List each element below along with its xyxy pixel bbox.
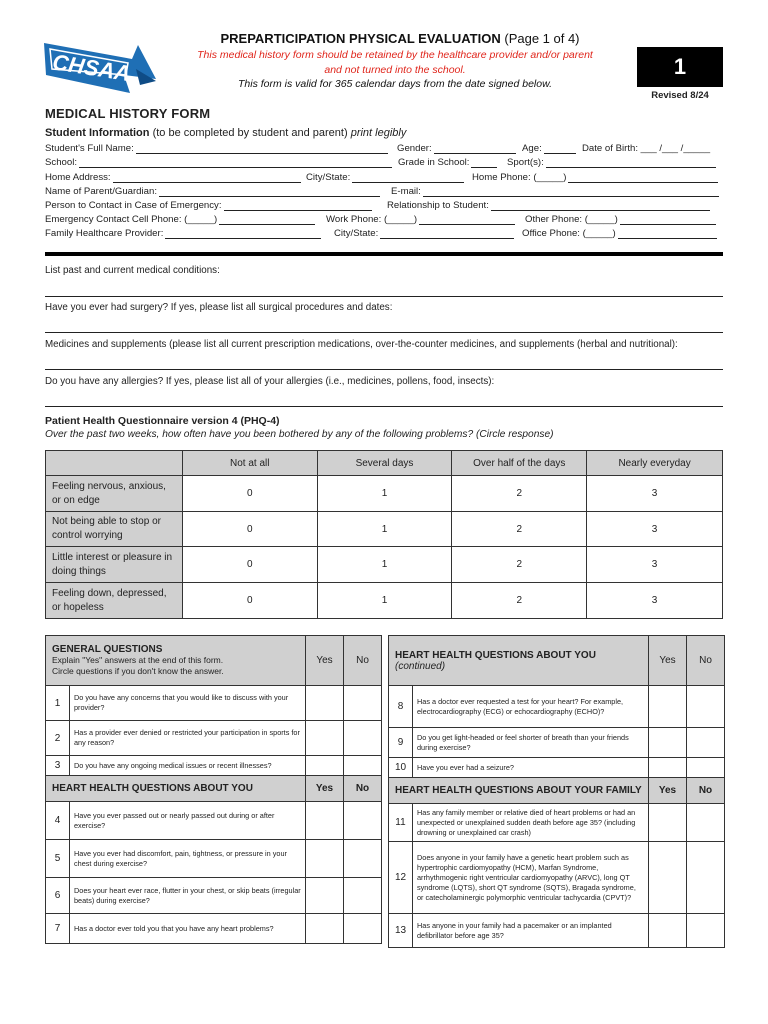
question-text: Has any family member or relative died of heart problems or had an unexpected or unexplained sudden death before age 35? (including drowning or unexplained car crash) — [413, 804, 649, 842]
phq-row-label: Feeling down, depressed, or hopeless — [46, 583, 183, 619]
yes-answer-cell[interactable] — [306, 840, 344, 878]
page-number-badge: 1 — [637, 47, 723, 87]
heart-health-family-header: HEART HEALTH QUESTIONS ABOUT YOUR FAMILY — [389, 778, 649, 804]
question-number: 4 — [46, 802, 70, 840]
phq-option[interactable]: 3 — [587, 512, 723, 547]
no-column-header: No — [344, 776, 382, 802]
phq-col-header: Over half of the days — [452, 451, 587, 476]
yes-answer-cell[interactable] — [649, 758, 687, 778]
phq-row — [46, 583, 723, 619]
phq-option[interactable]: 2 — [452, 547, 587, 583]
phq-title: Patient Health Questionnaire version 4 (PHQ-4) — [45, 415, 280, 427]
phq-subtitle: Over the past two weeks, how often have you been bothered by any of the following problems? (Circle response) — [45, 429, 554, 440]
question-number: 8 — [389, 686, 413, 728]
field-city-state[interactable]: City/State: — [306, 172, 464, 183]
field-grade[interactable]: Grade in School: — [398, 157, 497, 168]
question-number: 9 — [389, 728, 413, 758]
question-text: Has a doctor ever requested a test for your heart? For example, electrocardiography (ECG) or echocardiography (ECHO)? — [413, 686, 649, 728]
field-emergency-contact[interactable]: Person to Contact in Case of Emergency: — [45, 200, 372, 211]
question-row — [46, 914, 382, 944]
no-column-header: No — [687, 636, 725, 686]
question-row — [46, 686, 382, 721]
field-home-address[interactable]: Home Address: — [45, 172, 301, 183]
no-answer-cell[interactable] — [687, 842, 725, 914]
question-row — [46, 721, 382, 756]
phq-col-header: Several days — [317, 451, 452, 476]
question-row — [46, 802, 382, 840]
phq-option[interactable]: 3 — [587, 476, 723, 512]
field-other-phone[interactable]: Other Phone: (_____) — [525, 214, 716, 225]
yes-answer-cell[interactable] — [649, 842, 687, 914]
yes-answer-cell[interactable] — [306, 914, 344, 944]
yes-answer-cell[interactable] — [306, 802, 344, 840]
phq-option[interactable]: 1 — [317, 547, 452, 583]
no-column-header: No — [344, 636, 382, 686]
question-text: Has a doctor ever told you that you have any heart problems? — [70, 914, 306, 944]
no-answer-cell[interactable] — [687, 728, 725, 758]
question-text: Have you ever passed out or nearly passed out during or after exercise? — [70, 802, 306, 840]
phq-row — [46, 512, 723, 547]
phq-col-header: Not at all — [182, 451, 317, 476]
section-divider — [45, 252, 723, 256]
answer-line-medical-conditions[interactable] — [45, 296, 723, 297]
question-row — [389, 914, 725, 948]
phq-option[interactable]: 0 — [182, 583, 317, 619]
heart-health-continued-header: HEART HEALTH QUESTIONS ABOUT YOU (continued) — [389, 636, 649, 686]
yes-answer-cell[interactable] — [649, 914, 687, 948]
question-row — [389, 686, 725, 728]
no-answer-cell[interactable] — [687, 804, 725, 842]
question-text: Do you have any ongoing medical issues or recent illnesses? — [70, 756, 306, 776]
page-title: PREPARTICIPATION PHYSICAL EVALUATION (Page 1 of 4) — [220, 31, 580, 46]
phq-row-label: Not being able to stop or control worrying — [46, 512, 183, 547]
question-row — [46, 756, 382, 776]
question-medical-conditions: List past and current medical conditions: — [45, 265, 220, 276]
heart-health-you-header: HEART HEALTH QUESTIONS ABOUT YOU — [46, 776, 306, 802]
question-surgery: Have you ever had surgery? If yes, please list all surgical procedures and dates: — [45, 302, 393, 313]
phq-option[interactable]: 2 — [452, 583, 587, 619]
phq-option[interactable]: 1 — [317, 476, 452, 512]
field-city-state-2[interactable]: City/State: — [334, 228, 514, 239]
no-answer-cell[interactable] — [687, 758, 725, 778]
field-emergency-cell[interactable]: Emergency Contact Cell Phone: (_____) — [45, 214, 315, 225]
phq-table — [45, 450, 723, 619]
field-work-phone[interactable]: Work Phone: (_____) — [326, 214, 515, 225]
question-row — [46, 878, 382, 914]
phq-option[interactable]: 0 — [182, 547, 317, 583]
revised-date: Revised 8/24 — [651, 90, 709, 101]
svg-text:CHSAA: CHSAA — [50, 49, 133, 87]
phq-option[interactable]: 0 — [182, 512, 317, 547]
validity-note: This form is valid for 365 calendar days from the date signed below. — [238, 78, 552, 90]
yes-answer-cell[interactable] — [649, 728, 687, 758]
chsaa-logo — [40, 35, 160, 105]
phq-row — [46, 547, 723, 583]
student-info-heading: Student Information (to be completed by student and parent) print legibly — [45, 127, 407, 139]
field-sport[interactable]: Sport(s): — [507, 157, 716, 168]
question-allergies: Do you have any allergies? If yes, please list all of your allergies (i.e., medicines, pollens, food, insects): — [45, 376, 495, 387]
answer-line-surgery[interactable] — [45, 332, 723, 333]
no-answer-cell[interactable] — [344, 686, 382, 721]
general-questions-table — [45, 635, 382, 944]
answer-line-medicines[interactable] — [45, 369, 723, 370]
field-relationship[interactable]: Relationship to Student: — [387, 200, 710, 211]
question-text: Have you ever had a seizure? — [413, 758, 649, 778]
question-number: 2 — [46, 721, 70, 756]
question-number: 12 — [389, 842, 413, 914]
heart-questions-table — [388, 635, 725, 948]
yes-column-header: Yes — [306, 776, 344, 802]
question-number: 13 — [389, 914, 413, 948]
field-full-name[interactable]: Student's Full Name: — [45, 143, 388, 154]
no-answer-cell[interactable] — [344, 756, 382, 776]
general-questions-header: GENERAL QUESTIONS Explain "Yes" answers at the end of this form. Circle questions if you don't know the answer. — [46, 636, 306, 686]
phq-option[interactable]: 2 — [452, 476, 587, 512]
question-text: Has anyone in your family had a pacemaker or an implanted defibrillator before age 35? — [413, 914, 649, 948]
phq-row-label: Little interest or pleasure in doing things — [46, 547, 183, 583]
phq-corner — [46, 451, 183, 476]
phq-option[interactable]: 3 — [587, 547, 723, 583]
phq-col-header: Nearly everyday — [587, 451, 723, 476]
question-number: 7 — [46, 914, 70, 944]
no-answer-cell[interactable] — [344, 840, 382, 878]
no-answer-cell[interactable] — [344, 802, 382, 840]
field-dob[interactable]: Date of Birth: ___ /___ /_____ — [582, 143, 711, 154]
field-parent-name[interactable]: Name of Parent/Guardian: — [45, 186, 380, 197]
retention-note: This medical history form should be retained by the healthcare provider and/or parent and not turned into the school. — [197, 49, 593, 76]
phq-option[interactable]: 1 — [317, 512, 452, 547]
question-text: Do you get light-headed or feel shorter of breath than your friends during exercise? — [413, 728, 649, 758]
field-age[interactable]: Age: — [522, 143, 576, 154]
question-row — [46, 840, 382, 878]
question-row — [389, 728, 725, 758]
yes-answer-cell[interactable] — [649, 686, 687, 728]
yes-answer-cell[interactable] — [306, 686, 344, 721]
field-email[interactable]: E-mail: — [391, 186, 719, 197]
question-text: Has a provider ever denied or restricted your participation in sports for any reason? — [70, 721, 306, 756]
question-number: 6 — [46, 878, 70, 914]
phq-row-label: Feeling nervous, anxious, or on edge — [46, 476, 183, 512]
question-text: Does your heart ever race, flutter in your chest, or skip beats (irregular beats) during exercise? — [70, 878, 306, 914]
phq-option[interactable]: 3 — [587, 583, 723, 619]
yes-answer-cell[interactable] — [306, 878, 344, 914]
no-answer-cell[interactable] — [687, 686, 725, 728]
yes-column-header: Yes — [649, 636, 687, 686]
question-number: 5 — [46, 840, 70, 878]
form-title: MEDICAL HISTORY FORM — [45, 106, 211, 121]
no-answer-cell[interactable] — [344, 878, 382, 914]
no-answer-cell[interactable] — [344, 914, 382, 944]
question-row — [389, 804, 725, 842]
no-answer-cell[interactable] — [687, 914, 725, 948]
question-medicines: Medicines and supplements (please list all current prescription medications, over-the-counter medicines, and supplements (herbal and nutritional): — [45, 339, 678, 350]
question-row — [389, 758, 725, 778]
yes-column-header: Yes — [649, 778, 687, 804]
field-home-phone[interactable]: Home Phone: (_____) — [472, 172, 718, 183]
question-number: 1 — [46, 686, 70, 721]
yes-column-header: Yes — [306, 636, 344, 686]
phq-option[interactable]: 1 — [317, 583, 452, 619]
no-answer-cell[interactable] — [344, 721, 382, 756]
question-number: 10 — [389, 758, 413, 778]
field-family-provider[interactable]: Family Healthcare Provider: — [45, 228, 321, 239]
yes-answer-cell[interactable] — [306, 756, 344, 776]
phq-option[interactable]: 0 — [182, 476, 317, 512]
field-school[interactable]: School: — [45, 157, 392, 168]
no-column-header: No — [687, 778, 725, 804]
field-gender[interactable]: Gender: — [397, 143, 516, 154]
phq-row — [46, 476, 723, 512]
phq-option[interactable]: 2 — [452, 512, 587, 547]
answer-line-allergies[interactable] — [45, 406, 723, 407]
question-text: Does anyone in your family have a genetic heart problem such as hypertrophic cardiomyopathy (HCM), Marfan Syndrome, arrhythmogenic right ventricular cardiomyopathy (ARVC), long QT syndrome (LQTS), short QT syndrome (SQTS), Bragada syndrome, or catecholaminergic polymorphic ventricular tachycardia (CPVT)? — [413, 842, 649, 914]
yes-answer-cell[interactable] — [649, 804, 687, 842]
question-number: 11 — [389, 804, 413, 842]
yes-answer-cell[interactable] — [306, 721, 344, 756]
field-office-phone[interactable]: Office Phone: (_____) — [522, 228, 717, 239]
question-number: 3 — [46, 756, 70, 776]
question-text: Have you ever had discomfort, pain, tightness, or pressure in your chest during exercise? — [70, 840, 306, 878]
question-row — [389, 842, 725, 914]
question-text: Do you have any concerns that you would like to discuss with your provider? — [70, 686, 306, 721]
